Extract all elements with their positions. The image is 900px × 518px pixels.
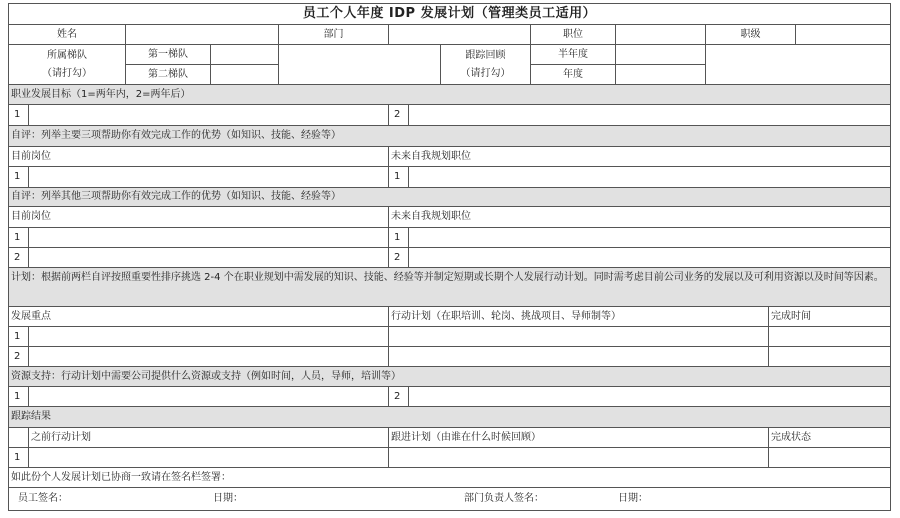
tier-check-first-cell [211,45,279,65]
self-eval-other-header: 自评：列举其他三项帮助你有效完成工作的优势（如知识、技能、经验等） [9,188,891,207]
completion-time-label: 完成时间 [769,307,891,327]
signature-instruction: 如此份个人发展计划已协商一致请在签名栏签署： [9,468,891,488]
tier-label-cell [9,45,126,85]
tier-hint: （请打勾） [42,67,92,79]
review-check-annual-cell [616,65,706,85]
row-number: 1 [9,327,29,347]
future-position-label: 未来自我规划职位 [389,207,891,228]
manager-date-label: 日期： [618,493,648,504]
career-goal-header: 职业发展目标（1=两年内，2=两年后） [9,85,891,105]
current-position-label: 目前岗位 [9,147,389,167]
entry-cell [29,248,389,268]
development-focus-label: 发展重点 [9,307,389,327]
manager-signature-label: 部门负责人签名： [464,493,544,504]
review-hint: （请打勾） [460,67,511,79]
tier-option-second: 第二梯队 [126,65,211,85]
resources-header: 资源支持：行动计划中需要公司提供什么资源或支持（例如时间，人员，导师，培训等） [9,367,891,387]
review-option-annual: 年度 [531,65,616,85]
review-label-cell [441,45,531,85]
entry-cell [409,248,891,268]
grade-value-cell [796,25,891,45]
entry-cell [389,448,769,468]
career-goal-number: 1 [9,105,29,126]
career-goal-cell [29,105,389,126]
employee-signature-label: 员工签名： [18,493,68,504]
name-label: 姓名 [9,25,126,45]
position-label: 职位 [531,25,616,45]
entry-cell [769,327,891,347]
entry-cell [29,448,389,468]
review-check-half-year-cell [616,45,706,65]
row-number: 1 [9,167,29,188]
follow-up-plan-label: 跟进计划（由谁在什么时候回顾） [389,428,769,448]
row-number: 1 [9,228,29,248]
blank-cell [9,428,29,448]
entry-cell [409,167,891,188]
employee-date-label: 日期： [213,493,243,504]
entry-cell [769,347,891,367]
row-number: 1 [9,448,29,468]
entry-cell [29,347,389,367]
row-number: 2 [389,387,409,407]
entry-cell [29,387,389,407]
name-value-cell [126,25,279,45]
row-number: 2 [9,248,29,268]
form-title: 员工个人年度 IDP 发展计划（管理类员工适用） [9,4,891,25]
department-value-cell [389,25,531,45]
department-label: 部门 [279,25,389,45]
entry-cell [409,387,891,407]
self-eval-main-header: 自评：列举主要三项帮助你有效完成工作的优势（如知识、技能、经验等） [9,126,891,147]
row-number: 2 [9,347,29,367]
row-number: 1 [389,228,409,248]
row-number: 1 [9,387,29,407]
entry-cell [769,448,891,468]
review-option-half-year: 半年度 [531,45,616,65]
blank-cell [279,45,441,85]
career-goal-cell [409,105,891,126]
tier-option-first: 第一梯队 [126,45,211,65]
grade-label: 职级 [706,25,796,45]
idp-form-table [8,3,891,511]
future-position-label: 未来自我规划职位 [389,147,891,167]
entry-cell [29,228,389,248]
tracking-header: 跟踪结果 [9,407,891,428]
entry-cell [29,167,389,188]
review-label: 跟踪回顾 [465,49,506,61]
completion-status-label: 完成状态 [769,428,891,448]
row-number: 1 [389,167,409,188]
tier-check-second-cell [211,65,279,85]
entry-cell [389,347,769,367]
action-plan-label: 行动计划（在职培训、轮岗、挑战项目、导师制等） [389,307,769,327]
entry-cell [29,327,389,347]
blank-cell [706,45,891,85]
plan-header: 计划：根据前两栏自评按照重要性排序挑选 2-4 个在职业规划中需发展的知识、技能、经验等并制定短期或长期个人发展行动计划。同时需考虑目前公司业务的发展以及可利用资源以及时间等因素。 [9,268,891,307]
entry-cell [389,327,769,347]
signature-row [9,488,891,511]
career-goal-number: 2 [389,105,409,126]
position-value-cell [616,25,706,45]
tier-label: 所属梯队 [47,49,87,61]
previous-action-plan-label: 之前行动计划 [29,428,389,448]
row-number: 2 [389,248,409,268]
entry-cell [409,228,891,248]
current-position-label: 目前岗位 [9,207,389,228]
